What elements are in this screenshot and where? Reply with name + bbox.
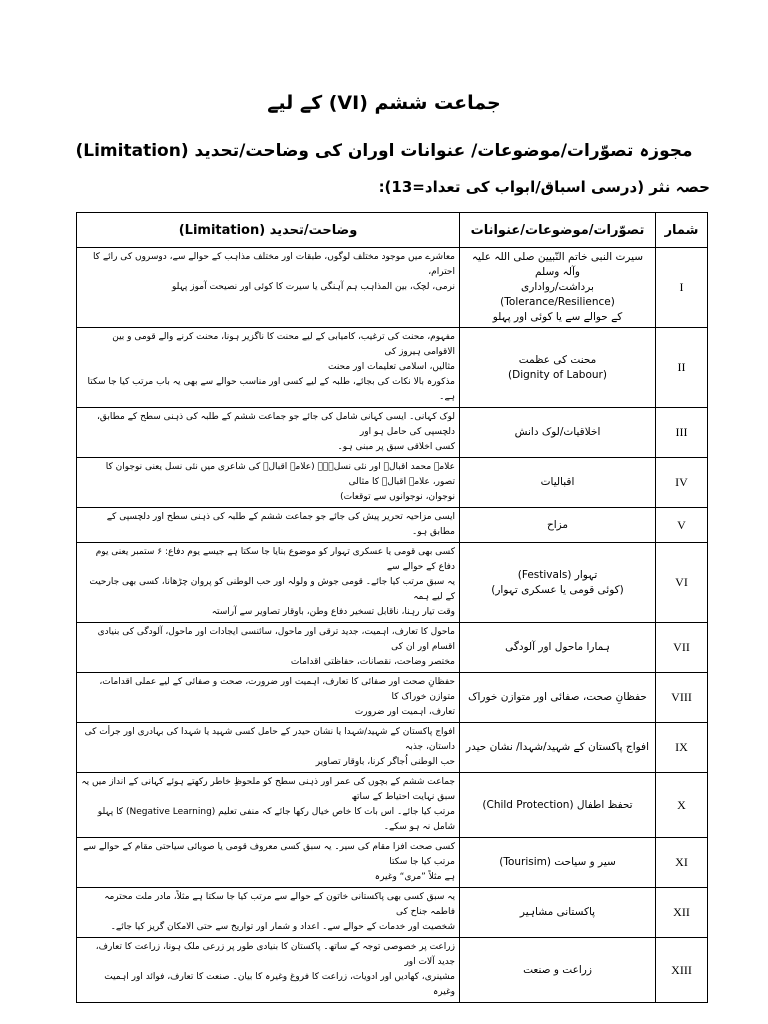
description-line: یہ سبق مرتب کیا جائے۔ قومی جوش و ولولہ اور حب الوطنی کو پروان چڑھانا، کسی بھی جارحیت کے لیے ہمہ [89, 577, 455, 602]
topic-line: (Dignity of Labour) [508, 368, 607, 381]
topic-line: برداشت/رواداری (Tolerance/Resilience) [500, 281, 615, 308]
header-description: وضاحت/تحدید (Limitation) [77, 213, 460, 248]
row-number: XI [656, 838, 708, 888]
table-row [77, 408, 708, 458]
row-number: X [656, 773, 708, 838]
description-line: معاشرے میں موجود مختلف لوگوں، طبقات اور مختلف مذاہب کے حوالے سے، دوسروں کی رائے کا احترام، [92, 252, 455, 277]
table-row [77, 543, 708, 623]
description-line: مشینری، کھادیں اور ادویات، زراعت کا فروغ وغیرہ کا بیان۔ صنعت کا تعارف، فوائد اور اہمیت وغیرہ [104, 972, 455, 997]
row-topic [460, 623, 656, 673]
row-description [77, 248, 460, 328]
page-subtitle: مجوزہ تصوّرات/موضوعات/ عنوانات اوران کی وضاحت/تحدید (Limitation) [75, 141, 693, 161]
topic-line: تحفظ اطفال (Child Protection) [482, 798, 633, 811]
description-line: مثالیں، اسلامی تعلیمات اور محنت [327, 362, 455, 372]
row-number: VI [656, 543, 708, 623]
page-title: جماعت ششم (VI) کے لیے [267, 92, 501, 114]
description-line: مفہوم، محنت کی ترغیب، کامیابی کے لیے محنت کا ناگزیر ہونا، محنت کرنے والے قومی و بین الاقوامی ہیروز کی [112, 332, 455, 357]
row-topic [460, 723, 656, 773]
description-line: ایسی مزاحیہ تحریر پیش کی جائے جو جماعت ششم کے طلبہ کی ذہنی سطح اور دلچسپی کے مطابق ہو۔ [106, 512, 455, 537]
topic-line: حفظانِ صحت، صفائی اور متوازن خوراک [468, 691, 647, 703]
description-line: مرتب کیا جائے۔ اس بات کا خاص خیال رکھا جائے کہ منفی تعلیم (Negative Learning) کا پہلو شامل نہ ہو سکے۔ [97, 807, 455, 832]
description-line: وقت تیار رہنا، ناقابل تسخیر دفاع وطن، باوقار تصاویر سے آراستہ [211, 607, 455, 617]
topic-line: سیر و سیاحت (Tourisim) [499, 856, 616, 868]
table-row [77, 458, 708, 508]
topic-line: (کوئی قومی یا عسکری تہوار) [491, 583, 624, 596]
topic-line: ہمارا ماحول اور آلودگی [505, 641, 610, 653]
table-row [77, 248, 708, 328]
row-number: XIII [656, 938, 708, 1003]
syllabus-table [76, 212, 708, 1003]
topic-line: تہوار (Festivals) [517, 568, 598, 581]
topic-line: افواج پاکستان کے شہید/شہدا/ نشان حیدر [466, 741, 649, 753]
section-heading: حصہ نثر (درسی اسباق/ابواب کی تعداد=13): [378, 178, 710, 196]
description-line: کسی اخلاقی سبق پر مبنی ہو۔ [337, 442, 455, 452]
row-description [77, 938, 460, 1003]
row-number: I [656, 248, 708, 328]
description-line: مختصر وضاحت، نقصانات، حفاظتی اقدامات [290, 657, 455, 667]
topic-line: زراعت و صنعت [523, 963, 592, 976]
row-topic [460, 838, 656, 888]
row-number: IX [656, 723, 708, 773]
description-line: کسی صحت افزا مقام کی سیر۔ یہ سبق کسی معروف قومی یا صوبائی سیاحتی مقام کے حوالے سے مرتب کیا جا سکتا [83, 842, 455, 867]
row-topic [460, 408, 656, 458]
row-number: VII [656, 623, 708, 673]
description-line: شخصیت اور خدمات کے حوالے سے۔ اعداد و شمار اور تواریخ سے حتی الامکان گریز کیا جائے۔ [110, 922, 455, 932]
row-description [77, 673, 460, 723]
row-description [77, 328, 460, 408]
description-line: نوجوان، نوجوانوں سے توقعات) [340, 492, 455, 502]
table-row [77, 773, 708, 838]
topic-line: کے حوالے سے یا کوئی اور پہلو [492, 311, 623, 323]
row-description [77, 408, 460, 458]
row-topic [460, 458, 656, 508]
row-topic [460, 773, 656, 838]
table-row [77, 838, 708, 888]
table-row [77, 888, 708, 938]
header-topic: تصوّرات/موضوعات/عنوانات [460, 213, 656, 248]
row-number: II [656, 328, 708, 408]
row-description [77, 458, 460, 508]
description-line: یہ سبق کسی بھی پاکستانی خاتون کے حوالے سے مرتب کیا جا سکتا ہے مثلاً، مادر ملت محترمہ فاطمہ جناح کی [104, 892, 455, 917]
row-topic [460, 328, 656, 408]
table-header-row [77, 213, 708, 248]
table-row [77, 328, 708, 408]
row-number: III [656, 408, 708, 458]
row-topic [460, 508, 656, 543]
topic-line: سیرت النبی خاتم النّبیین صلی اللہ علیہ وآلہ وسلم [471, 251, 644, 278]
row-topic [460, 543, 656, 623]
description-line: افواج پاکستان کے شہید/شہدا یا نشان حیدر کے حامل کسی شہید یا شہدا کی بہادری اور جرأت کی داستان، جذبہ [84, 727, 455, 752]
topic-line: پاکستانی مشاہیر [519, 906, 596, 918]
row-description [77, 508, 460, 543]
description-line: نرمی، لچک، بین المذاہب ہم آہنگی یا سیرت کا کوئی اور نصیحت آموز پہلو [172, 282, 455, 292]
row-description [77, 888, 460, 938]
description-line: علامہ محمد اقبالؒ اور نئی نسل۔۔۔ (علامہ اقبالؒ کی شاعری میں نئی نسل یعنی نوجوان کا تصور، علامہ اقبالؒ کا مثالی [105, 462, 455, 487]
table-row [77, 623, 708, 673]
description-line: ہے مثلاً ”مری“ وغیرہ [374, 872, 455, 882]
topic-line: اقبالیات [540, 476, 575, 488]
row-number: XII [656, 888, 708, 938]
row-description [77, 838, 460, 888]
row-description [77, 773, 460, 838]
description-line: لوک کہانی۔ ایسی کہانی شامل کی جائے جو جماعت ششم کے طلبہ کی ذہنی سطح کے مطابق، دلچسپی کی حامل ہو اور [96, 412, 455, 437]
row-topic [460, 888, 656, 938]
description-line: جماعت ششم کے بچوں کی عمر اور ذہنی سطح کو ملحوظِ خاطر رکھتے ہوئے کہانی کے انداز میں یہ سبق نہایت احتیاط کے ساتھ [81, 777, 455, 802]
row-topic [460, 938, 656, 1003]
description-line: حفظانِ صحت اور صفائی کا تعارف، اہمیت اور ضرورت، صحت و صفائی کے لیے عملی اقدامات، متوازن خوراک کا [99, 677, 455, 702]
row-description [77, 543, 460, 623]
row-number: VIII [656, 673, 708, 723]
row-topic [460, 673, 656, 723]
table-row [77, 673, 708, 723]
table-row [77, 508, 708, 543]
table-row [77, 938, 708, 1003]
row-topic [460, 248, 656, 328]
description-line: ماحول کا تعارف، اہمیت، جدید ترقی اور ماحول، سائنسی ایجادات اور ماحول، آلودگی کی بنیادی اقسام اور ان کی [97, 627, 455, 652]
row-description [77, 623, 460, 673]
topic-line: مزاح [546, 518, 569, 531]
table-row [77, 723, 708, 773]
description-line: زراعت پر خصوصی توجہ کے ساتھ۔ پاکستان کا بنیادی طور پر زرعی ملک ہونا، زراعت کا تعارف، جدید آلات اور [95, 942, 455, 967]
row-number: IV [656, 458, 708, 508]
row-number: V [656, 508, 708, 543]
description-line: تعارف، اہمیت اور ضرورت [354, 707, 455, 717]
description-line: حب الوطنی اُجاگر کرنا، باوقار تصاویر [315, 757, 455, 767]
topic-line: محنت کی عظمت [518, 353, 597, 366]
description-line: کسی بھی قومی یا عسکری تہوار کو موضوع بنایا جا سکتا ہے جیسے یوم دفاع: ۶ ستمبر یعنی یوم دفاع کے حوالے سے [95, 547, 455, 572]
row-description [77, 723, 460, 773]
topic-line: اخلاقیات/لوک دانش [514, 426, 601, 438]
header-number: شمار [656, 213, 708, 248]
description-line: مذکورہ بالا نکات کی بجائے، طلبہ کے لیے کسی اور مناسب حوالے سے بھی یہ باب مرتب کیا جا سکتا ہے۔ [87, 377, 455, 402]
